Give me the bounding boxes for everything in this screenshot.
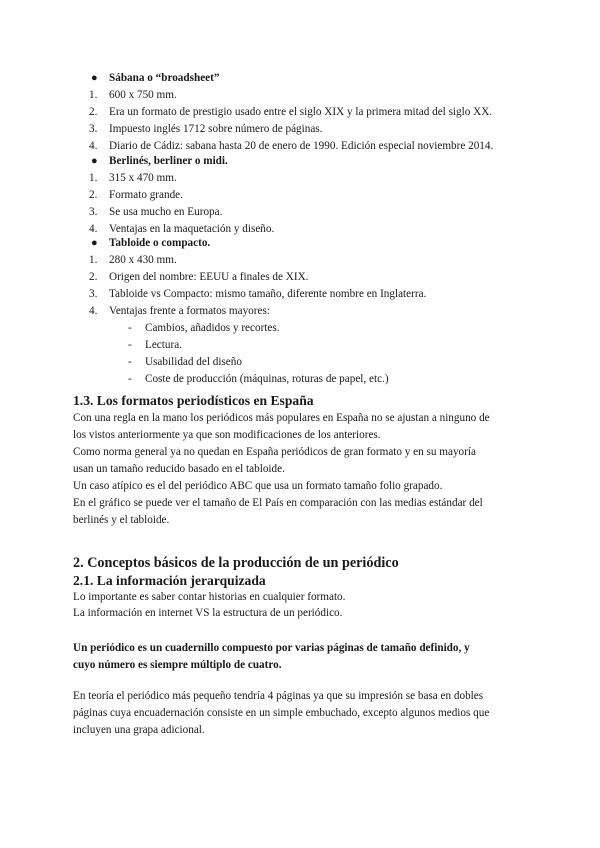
paragraph-line: Lo importante es saber contar historias en cualquier formato. — [73, 591, 346, 603]
list-item: 315 x 470 mm. — [109, 172, 177, 184]
bold-statement-line: Un periódico es un cuadernillo compuesto por varias páginas de tamaño definido, y — [73, 642, 470, 654]
list-number: 3. — [89, 206, 98, 218]
list-item: Formato grande. — [109, 189, 183, 201]
dash-marker: - — [128, 356, 132, 368]
paragraph-line: En el gráfico se puede ver el tamaño de El País en comparación con las medias estándar del — [73, 497, 483, 509]
list-heading-sabana: Sábana o “broadsheet” — [109, 72, 220, 84]
list-number: 1. — [89, 89, 98, 101]
paragraph-line: berlinés y el tabloide. — [73, 514, 170, 526]
dash-marker: - — [128, 322, 132, 334]
list-number: 3. — [89, 123, 98, 135]
paragraph-line: páginas cuya encuadernación consiste en un simple embuchado, excepto algunos medios que — [73, 707, 490, 719]
paragraph-line: Un caso atípico es el del periódico ABC que usa un formato tamaño folio grapado. — [73, 480, 443, 492]
list-number: 1. — [89, 172, 98, 184]
list-number: 4. — [89, 305, 98, 317]
section-heading-2-1: 2.1. La información jerarquizada — [73, 573, 266, 588]
paragraph-line: Con una regla en la mano los periódicos más populares en España no se ajustan a ninguno de — [73, 412, 490, 424]
list-number: 1. — [89, 254, 98, 266]
paragraph-line: incluyen una grapa adicional. — [73, 724, 205, 736]
section-heading-2: 2. Conceptos básicos de la producción de un periódico — [73, 555, 399, 571]
dash-marker: - — [128, 339, 132, 351]
list-item: Era un formato de prestigio usado entre el siglo XIX y la primera mitad del siglo XX. — [109, 106, 493, 118]
paragraph-line: La información en internet VS la estructura de un periódico. — [73, 607, 343, 619]
paragraph-line: En teoría el periódico más pequeño tendría 4 páginas ya que su impresión se basa en dobles — [73, 690, 484, 702]
paragraph-line: usan un tamaño reducido basado en el tabloide. — [73, 463, 285, 475]
list-heading-berlines: Berlinés, berliner o midi. — [109, 155, 228, 167]
bullet-marker: ● — [91, 237, 98, 249]
list-item: Diario de Cádiz: sabana hasta 20 de enero de 1990. Edición especial noviembre 2014. — [109, 140, 494, 152]
list-item: 600 x 750 mm. — [109, 89, 177, 101]
list-heading-tabloide: Tabloide o compacto. — [109, 237, 211, 249]
list-item: 280 x 430 mm. — [109, 254, 177, 266]
dash-marker: - — [128, 373, 132, 385]
list-item: Tabloide vs Compacto: mismo tamaño, diferente nombre en Inglaterra. — [109, 288, 427, 300]
list-number: 2. — [89, 106, 98, 118]
list-item: Ventajas en la maquetación y diseño. — [109, 223, 275, 235]
list-number: 4. — [89, 223, 98, 235]
paragraph-line: los vistos anteriormente ya que son modificaciones de los anteriores. — [73, 429, 381, 441]
sub-list-item: Coste de producción (máquinas, roturas de papel, etc.) — [145, 373, 389, 385]
bullet-marker: ● — [91, 72, 98, 84]
paragraph-line: Como norma general ya no quedan en España periódicos de gran formato y en su mayoría — [73, 446, 476, 458]
section-heading-1-3: 1.3. Los formatos periodísticos en España — [73, 393, 314, 408]
list-item: Origen del nombre: EEUU a finales de XIX. — [109, 271, 309, 283]
bold-statement-line: cuyo número es siempre múltiplo de cuatro. — [73, 659, 282, 671]
list-number: 3. — [89, 288, 98, 300]
sub-list-item: Cambios, añadidos y recortes. — [145, 322, 280, 334]
list-item: Ventajas frente a formatos mayores: — [109, 305, 270, 317]
list-number: 2. — [89, 271, 98, 283]
bullet-marker: ● — [91, 155, 98, 167]
list-item: Impuesto inglés 1712 sobre número de páginas. — [109, 123, 323, 135]
sub-list-item: Usabilidad del diseño — [145, 356, 242, 368]
list-item: Se usa mucho en Europa. — [109, 206, 223, 218]
list-number: 4. — [89, 140, 98, 152]
list-number: 2. — [89, 189, 98, 201]
sub-list-item: Lectura. — [145, 339, 182, 351]
